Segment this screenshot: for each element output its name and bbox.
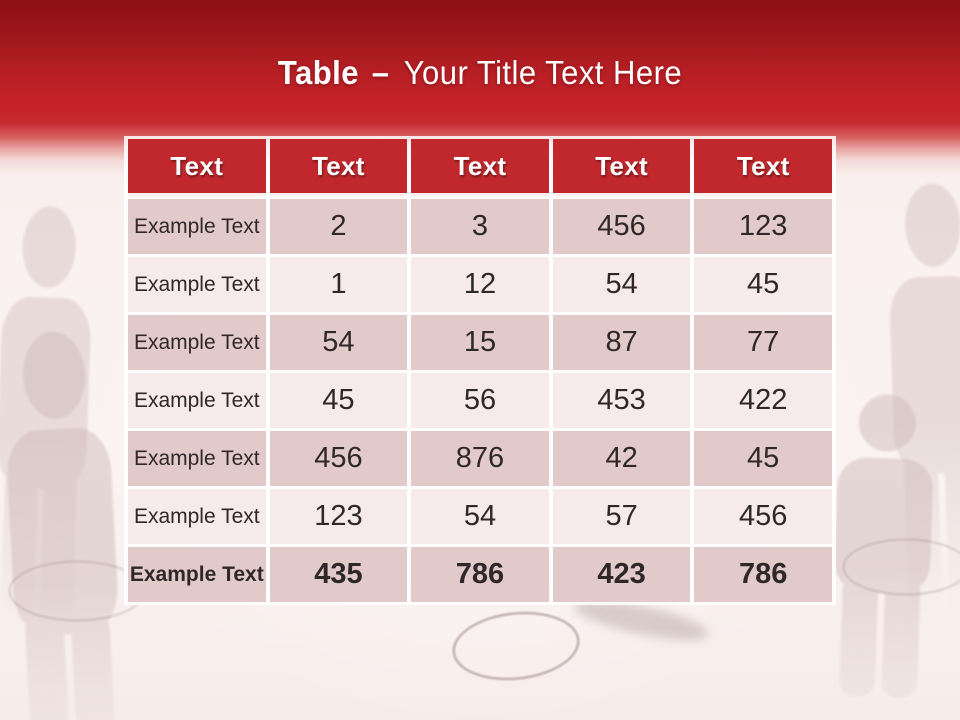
value-cell: 423 [553, 547, 691, 602]
table-row [128, 257, 832, 312]
value-cell: 56 [411, 373, 549, 428]
table-row [128, 431, 832, 486]
row-label-cell: Example Text [128, 199, 266, 254]
value-cell: 876 [411, 431, 549, 486]
value-cell: 57 [553, 489, 691, 544]
value-cell: 123 [270, 489, 408, 544]
value-cell: 2 [270, 199, 408, 254]
title-separator: – [371, 54, 390, 91]
value-cell: 435 [270, 547, 408, 602]
table-body [128, 199, 832, 602]
floor-ring-right [842, 538, 960, 596]
value-cell: 453 [553, 373, 691, 428]
column-header: Text [694, 139, 832, 196]
value-cell: 54 [411, 489, 549, 544]
person-figure-left-back [0, 201, 104, 644]
value-cell: 45 [694, 257, 832, 312]
value-cell: 15 [411, 315, 549, 370]
column-header: Text [270, 139, 408, 196]
row-label-cell: Example Text [128, 547, 266, 602]
slide-title [29, 54, 931, 92]
data-table [124, 136, 836, 605]
table-row [128, 547, 832, 602]
value-cell: 77 [694, 315, 832, 370]
row-label-cell: Example Text [128, 315, 266, 370]
value-cell: 54 [270, 315, 408, 370]
title-text: Your Title Text Here [403, 54, 683, 91]
value-cell: 422 [694, 373, 832, 428]
value-cell: 786 [694, 547, 832, 602]
table-row [128, 199, 832, 254]
column-header: Text [553, 139, 691, 196]
value-cell: 45 [694, 431, 832, 486]
value-cell: 12 [411, 257, 549, 312]
table-header-row [128, 139, 832, 196]
row-label-cell: Example Text [128, 489, 266, 544]
value-cell: 786 [411, 547, 549, 602]
column-header: Text [128, 139, 266, 196]
floor-ring-center [449, 605, 583, 686]
value-cell: 3 [411, 199, 549, 254]
column-header: Text [411, 139, 549, 196]
value-cell: 123 [694, 199, 832, 254]
table-row [128, 489, 832, 544]
person-figure-right-back [876, 178, 960, 632]
value-cell: 1 [270, 257, 408, 312]
row-label-cell: Example Text [128, 373, 266, 428]
value-cell: 45 [270, 373, 408, 428]
value-cell: 54 [553, 257, 691, 312]
table-row [128, 373, 832, 428]
title-keyword: Table [277, 54, 359, 91]
value-cell: 42 [553, 431, 691, 486]
table-row [128, 315, 832, 370]
person-figure-right-front [818, 314, 948, 720]
row-label-cell: Example Text [128, 431, 266, 486]
value-cell: 456 [270, 431, 408, 486]
person-figure-left-front [0, 325, 138, 720]
value-cell: 456 [553, 199, 691, 254]
row-label-cell: Example Text [128, 257, 266, 312]
value-cell: 87 [553, 315, 691, 370]
value-cell: 456 [694, 489, 832, 544]
table-head [128, 139, 832, 196]
